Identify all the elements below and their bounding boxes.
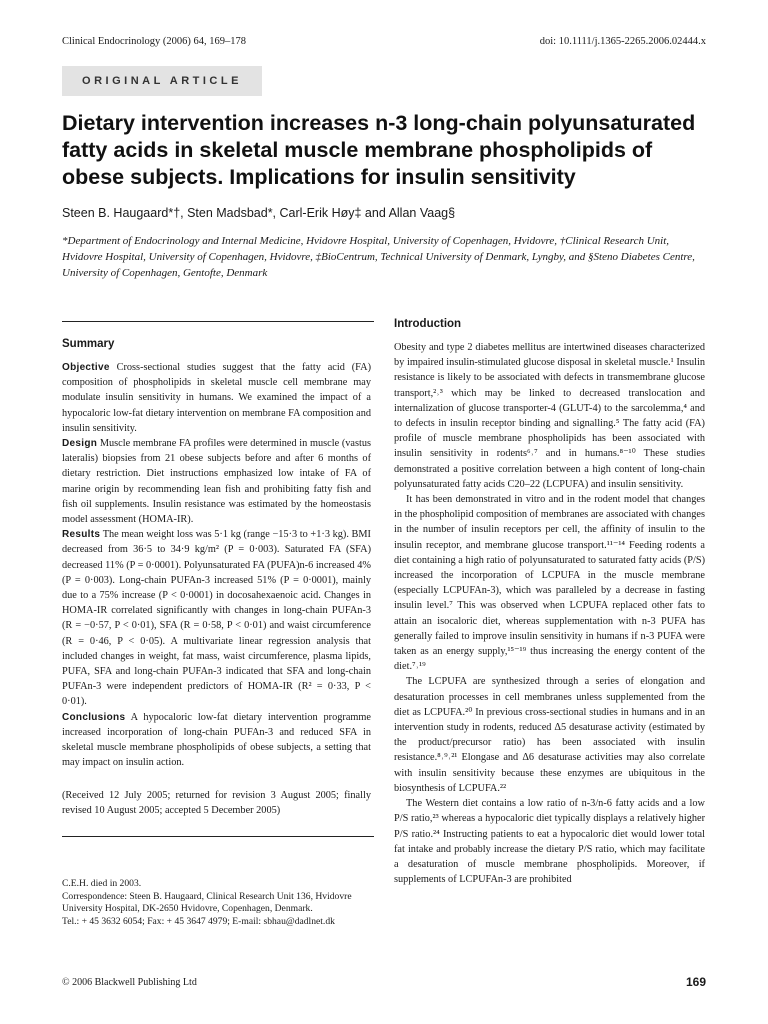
- results-label: Results: [62, 529, 101, 541]
- conclusions-paragraph: [62, 710, 371, 771]
- journal-reference: Clinical Endocrinology (2006) 64, 169–178: [62, 36, 247, 47]
- intro-paragraph-1: Obesity and type 2 diabetes mellitus are intertwined diseases characterized by impaired insulin-stimulated glucose disposal in skeletal muscle.¹ Insulin resistance is likely to be associated with defects in transmembrane glucose transport,²˒³ which may be linked to decreased translocation and internalization of glucose transporter-4 (GLUT-4) to the sarcolemma,⁴ and to defects in insulin receptor binding and signalling.⁵ The fatty acid (FA) profile of muscle membrane phospholipids has been associated with insulin sensitivity in rodents⁶˒⁷ and in humans.⁸⁻¹⁰ These studies demonstrated a positive correlation between a high content of long-chain polyunsaturated fatty acids C20–22 (LCPUFA) and insulin sensitivity.: [394, 342, 705, 490]
- design-text: Muscle membrane FA profiles were determined in muscle (vastus lateralis) biopsies from 21 obese subjects before and after 6 months of dietary restriction. Diet instructions emphasized low intake of FA of marine origin by recommending lean fish and prohibiting fatty fish and fish oil supplements. Insulin resistance was estimated by the homeostasis model assessment (HOMA-IR).: [62, 438, 371, 526]
- design-paragraph: [62, 436, 371, 527]
- summary-abstract: [62, 360, 371, 770]
- article-type-banner: ORIGINAL ARTICLE: [62, 66, 262, 96]
- doi-link[interactable]: doi: 10.1111/j.1365-2265.2006.02444.x: [539, 36, 706, 47]
- results-text: The mean weight loss was 5·1 kg (range −15·3 to +1·3 kg). BMI decreased from 36·5 to 34·9 kg/m² (P = 0·003). Saturated FA (SFA) decreased 11% (P = 0·0001). Polyunsaturated FA (PUFA)n-6 increased 4% (P = 0·003). Long-chain PUFAn-3 increased 51% (P = 0·0001), mainly due to a 75% increase (P < 0·0001) in docosahexaenoic acid. Changes in HOMA-IR correlated significantly with changes in long-chain PUFAn-3 (R = −0·57, P < 0·01), SFA (R = 0·58, P < 0·01) and waist circumference (R = 0·46, P < 0·05). A multivariate linear regression analysis that included changes in weight, fat mass, waist circumference, plasma lipids, PUFA, SFA and long-chain PUFAn-3 indicated that SFA and long-chain PUFAn-3 were independent predictors of HOMA-IR (R² = 0·33, P < 0·01).: [62, 529, 371, 708]
- conclusions-text: A hypocaloric low-fat dietary intervention programme increased incorporation of long-chain PUFAn-3 and reduced SFA in skeletal muscle membrane phospholipids of obese subjects, a setting that may impact on insulin action.: [62, 711, 371, 769]
- intro-paragraph-4: The Western diet contains a low ratio of n-3/n-6 fatty acids and a low P/S ratio,²³ whereas a hypocaloric diet typically displays a relatively higher P/S ratio.²⁴ Instructing patients to eat a hypocaloric diet would lower total fat intake and probably increase the dietary P/S ratio, which may facilitate a desaturation of muscle membrane phospholipids. Moreover, if supplements of LCPUFAn-3 are prohibited: [394, 798, 705, 886]
- article-title: Dietary intervention increases n-3 long-chain polyunsaturated fatty acids in skeletal muscle membrane phospholipids of obese subjects. Implications for insulin sensitivity: [62, 111, 696, 189]
- correspondence-note: Correspondence: Steen B. Haugaard, Clinical Research Unit 136, Hvidovre University Hospital, DK-2650 Hvidovre, Copenhagen, Denmark.: [62, 890, 352, 914]
- page-number: 169: [685, 975, 706, 989]
- introduction-heading: Introduction: [394, 318, 462, 330]
- intro-paragraph-2: It has been demonstrated in vitro and in the rodent model that changes in the phospholipid composition of membranes are associated with changes in the number of insulin receptors per cell, the affinity of insulin to the insulin receptor, and membrane glucose transport.¹¹⁻¹⁴ Feeding rodents a diet containing a high ratio of polyunsaturated to saturated fatty acids (P/S) increased the incorporation of LCPUFA in the muscle membrane (especially LCPUFAn-3), which was paralleled by a decrease in fasting insulin level.⁷ This was observed when LCPUFA replaced other fats to attain an isocaloric diet, whereas supplementation with n-3 PUFA has generally failed to improve insulin sensitivity in humans if n-3 PUFA were taken as an energy supply,¹⁵⁻¹⁹ thus increasing the energy content of the diet.⁷˒¹⁹: [394, 494, 705, 673]
- intro-paragraph-3: The LCPUFA are synthesized through a series of elongation and desaturation processes in cell membranes unless supplemented from the diet as LCPUFA.²⁰ In previous cross-sectional studies in humans and in an intervention study in rodents, reduced Δ5 desaturase activity (estimated by the product/precursor ratio) has been associated with insulin resistance.⁸˒⁹˒²¹ Elongase and Δ6 desaturase activities may also correlate with insulin sensitivity because these enzymes are ubiquitous in the biosynthesis of LCPUFA.²²: [394, 676, 705, 794]
- objective-label: Objective: [62, 362, 110, 373]
- author-affiliations: *Department of Endocrinology and Internal Medicine, Hvidovre Hospital, University of Copenhagen, Hvidovre, †Clinical Research Unit, Hvidovre Hospital, University of Copenhagen, Hvidovre, ‡BioCentrum, Technical University of Denmark, Lyngby, and §Steno Diabetes Centre, University of Copenhagen, Gentofte, Denmark: [62, 235, 695, 279]
- footnotes: [62, 878, 371, 928]
- objective-paragraph: [62, 360, 371, 436]
- deceased-note: C.E.H. died in 2003.: [62, 878, 142, 889]
- summary-bottom-rule: [62, 836, 374, 837]
- objective-text: Cross-sectional studies suggest that the fatty acid (FA) composition of phospholipids in skeletal muscle cell membrane may modulate insulin sensitivity in humans. We examined the impact of a hypocaloric low-fat dietary intervention on membrane FA composition and insulin sensitivity.: [62, 362, 371, 434]
- conclusions-label: Conclusions: [62, 711, 126, 723]
- contact-note[interactable]: Tel.: + 45 3632 6054; Fax: + 45 3647 4979; E-mail: sbhau@dadlnet.dk: [62, 915, 335, 927]
- introduction-body: [394, 340, 705, 887]
- summary-heading: Summary: [62, 338, 115, 350]
- design-label: Design: [62, 438, 98, 450]
- copyright-notice: © 2006 Blackwell Publishing Ltd: [62, 977, 197, 988]
- summary-top-rule: [62, 321, 374, 322]
- author-list: Steen B. Haugaard*†, Sten Madsbad*, Carl-Erik Høy‡ and Allan Vaag§: [62, 206, 456, 220]
- received-dates: (Received 12 July 2005; returned for revision 3 August 2005; finally revised 10 August 2005; accepted 5 December 2005): [62, 790, 371, 817]
- results-paragraph: [62, 527, 371, 709]
